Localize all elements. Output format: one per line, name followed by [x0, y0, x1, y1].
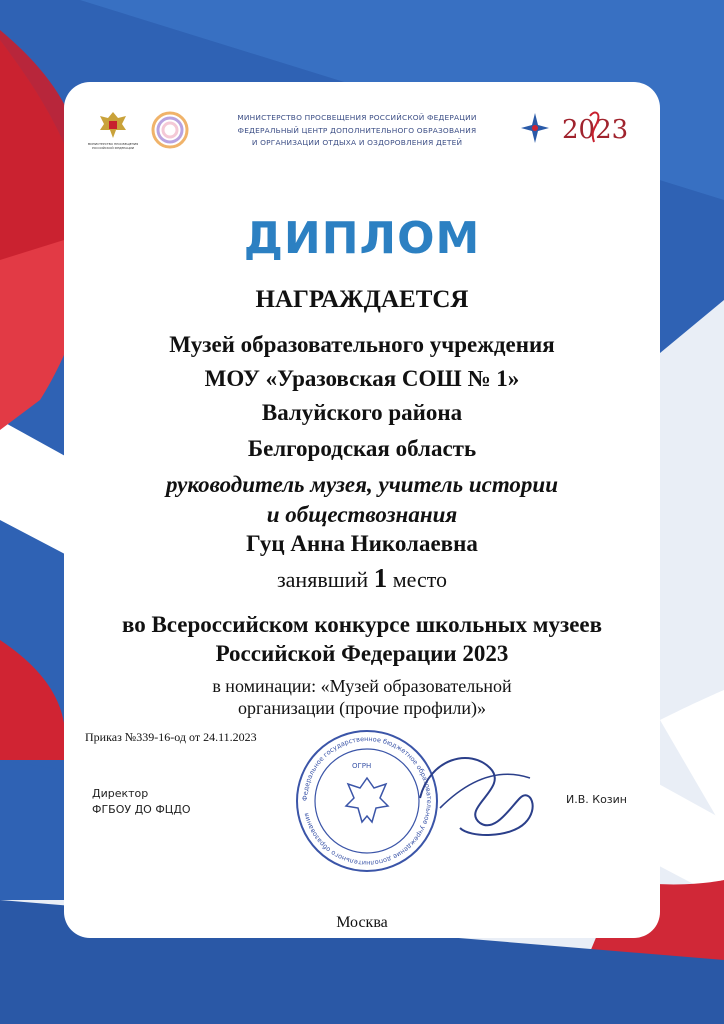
ministry-line: МИНИСТЕРСТВО ПРОСВЕЩЕНИЯ РОССИЙСКОЙ ФЕДЕРАЦИИ — [237, 113, 477, 122]
place-prefix: занявший — [276, 567, 369, 592]
stamp-eagle-icon — [346, 778, 388, 822]
director-line: Директор — [92, 787, 149, 800]
recipient-line: Валуйского района — [261, 400, 463, 425]
role-line: руководитель музея, учитель истории — [165, 472, 559, 497]
ministry-line: И ОРГАНИЗАЦИИ ОТДЫХА И ОЗДОРОВЛЕНИЯ ДЕТЕЙ — [251, 138, 463, 147]
ministry-line: ФЕДЕРАЛЬНЫЙ ЦЕНТР ДОПОЛНИТЕЛЬНОГО ОБРАЗОВАНИЯ — [237, 125, 477, 135]
recipient-line: Белгородская область — [247, 436, 477, 461]
signatory-name: И.В. Козин — [566, 793, 627, 806]
person-name: Гуц Анна Николаевна — [246, 531, 478, 556]
contest-line: Российской Федерации 2023 — [215, 641, 509, 666]
city-label: Москва — [336, 914, 388, 931]
fcdo-logo-icon — [150, 110, 190, 150]
contest-line: во Всероссийском конкурсе школьных музеев — [121, 612, 603, 637]
emblem-caption: МИНИСТЕРСТВО ПРОСВЕЩЕНИЯ РОССИЙСКОЙ ФЕДЕРАЦИИ — [87, 142, 139, 150]
ministry-header — [214, 112, 500, 150]
diploma-title: ДИПЛОМ — [243, 213, 481, 264]
place-number: 1 — [373, 563, 388, 593]
year-logo-text: 2023 — [562, 115, 629, 145]
role-line: и обществознания — [266, 502, 458, 527]
place-line — [0, 563, 724, 594]
place-suffix: место — [392, 567, 448, 592]
recipient-line: Музей образовательного учреждения — [169, 332, 555, 357]
order-number: Приказ №339-16-од от 24.11.2023 — [85, 730, 257, 744]
awarded-heading: НАГРАЖДАЕТСЯ — [255, 286, 469, 313]
director-line: ФГБОУ ДО ФЦДО — [92, 803, 191, 816]
handwritten-signature — [400, 738, 550, 848]
stamp-text: Федеральное государственное бюджетное образовательное учреждение дополнительного образования — [300, 734, 434, 868]
nomination-line: в номинации: «Музей образовательной — [212, 676, 512, 696]
year-2023-logo — [560, 108, 640, 148]
recipient-line: МОУ «Уразовская СОШ № 1» — [204, 366, 520, 391]
stamp-ogrn: ОГРН — [352, 762, 372, 770]
director-title — [92, 786, 191, 818]
compass-star-icon — [520, 112, 550, 144]
nomination-line: организации (прочие профили)» — [237, 698, 486, 718]
